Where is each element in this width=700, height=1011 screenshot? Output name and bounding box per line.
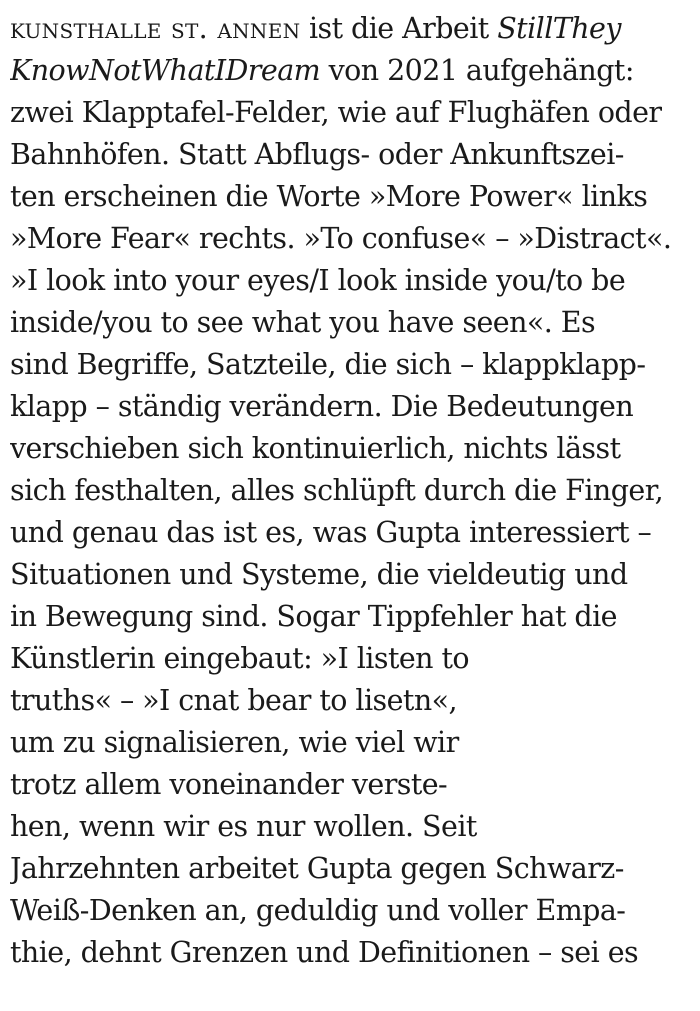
- text-line-23: thie, dehnt Grenzen und Definitionen – sei es: [10, 936, 639, 969]
- text-line-8: inside/you to see what you have seen«. Es: [10, 306, 596, 339]
- text-line-16: Künstlerin eingebaut: »I listen to: [10, 642, 469, 675]
- text-line-13: und genau das ist es, was Gupta interessiert –: [10, 516, 652, 549]
- text-line-22: Weiß-Denken an, geduldig und voller Empa-: [10, 894, 626, 927]
- text-line-2: [10, 48, 634, 94]
- text-line-9: sind Begriffe, Satzteile, die sich – klappklapp-: [10, 348, 646, 381]
- artwork-title-part-1: StillThey: [497, 12, 621, 45]
- venue-name: kunsthalle st. annen: [10, 12, 301, 45]
- text-line-12: sich festhalten, alles schlüpft durch die Finger,: [10, 474, 664, 507]
- text-line-10: klapp – ständig verändern. Die Bedeutungen: [10, 390, 634, 423]
- text-segment: ist die Arbeit: [300, 12, 498, 45]
- text-line-1: [10, 6, 621, 52]
- text-line-20: hen, wenn wir es nur wollen. Seit: [10, 810, 477, 843]
- text-line-6: »More Fear« rechts. »To confuse« – »Distract«.: [10, 222, 672, 255]
- text-line-11: verschieben sich kontinuierlich, nichts lässt: [10, 432, 621, 465]
- text-line-21: Jahrzehnten arbeitet Gupta gegen Schwarz-: [10, 852, 624, 885]
- text-line-19: trotz allem voneinander verste-: [10, 768, 448, 801]
- text-line-5: ten erscheinen die Worte »More Power« links: [10, 180, 648, 213]
- text-line-18: um zu signalisieren, wie viel wir: [10, 726, 459, 759]
- artwork-title-part-2: KnowNotWhatIDream: [10, 54, 321, 87]
- text-segment: von 2021 aufgehängt:: [320, 54, 634, 87]
- text-line-17: truths« – »I cnat bear to lisetn«,: [10, 684, 458, 717]
- text-line-7: »I look into your eyes/I look inside you/to be: [10, 264, 626, 297]
- text-line-4: Bahnhöfen. Statt Abflugs- oder Ankunftszei-: [10, 138, 624, 171]
- text-line-3: zwei Klapptafel-Felder, wie auf Flughäfen oder: [10, 96, 662, 129]
- article-page: [10, 0, 696, 1011]
- text-line-14: Situationen und Systeme, die vieldeutig und: [10, 558, 628, 591]
- text-line-15: in Bewegung sind. Sogar Tippfehler hat die: [10, 600, 617, 633]
